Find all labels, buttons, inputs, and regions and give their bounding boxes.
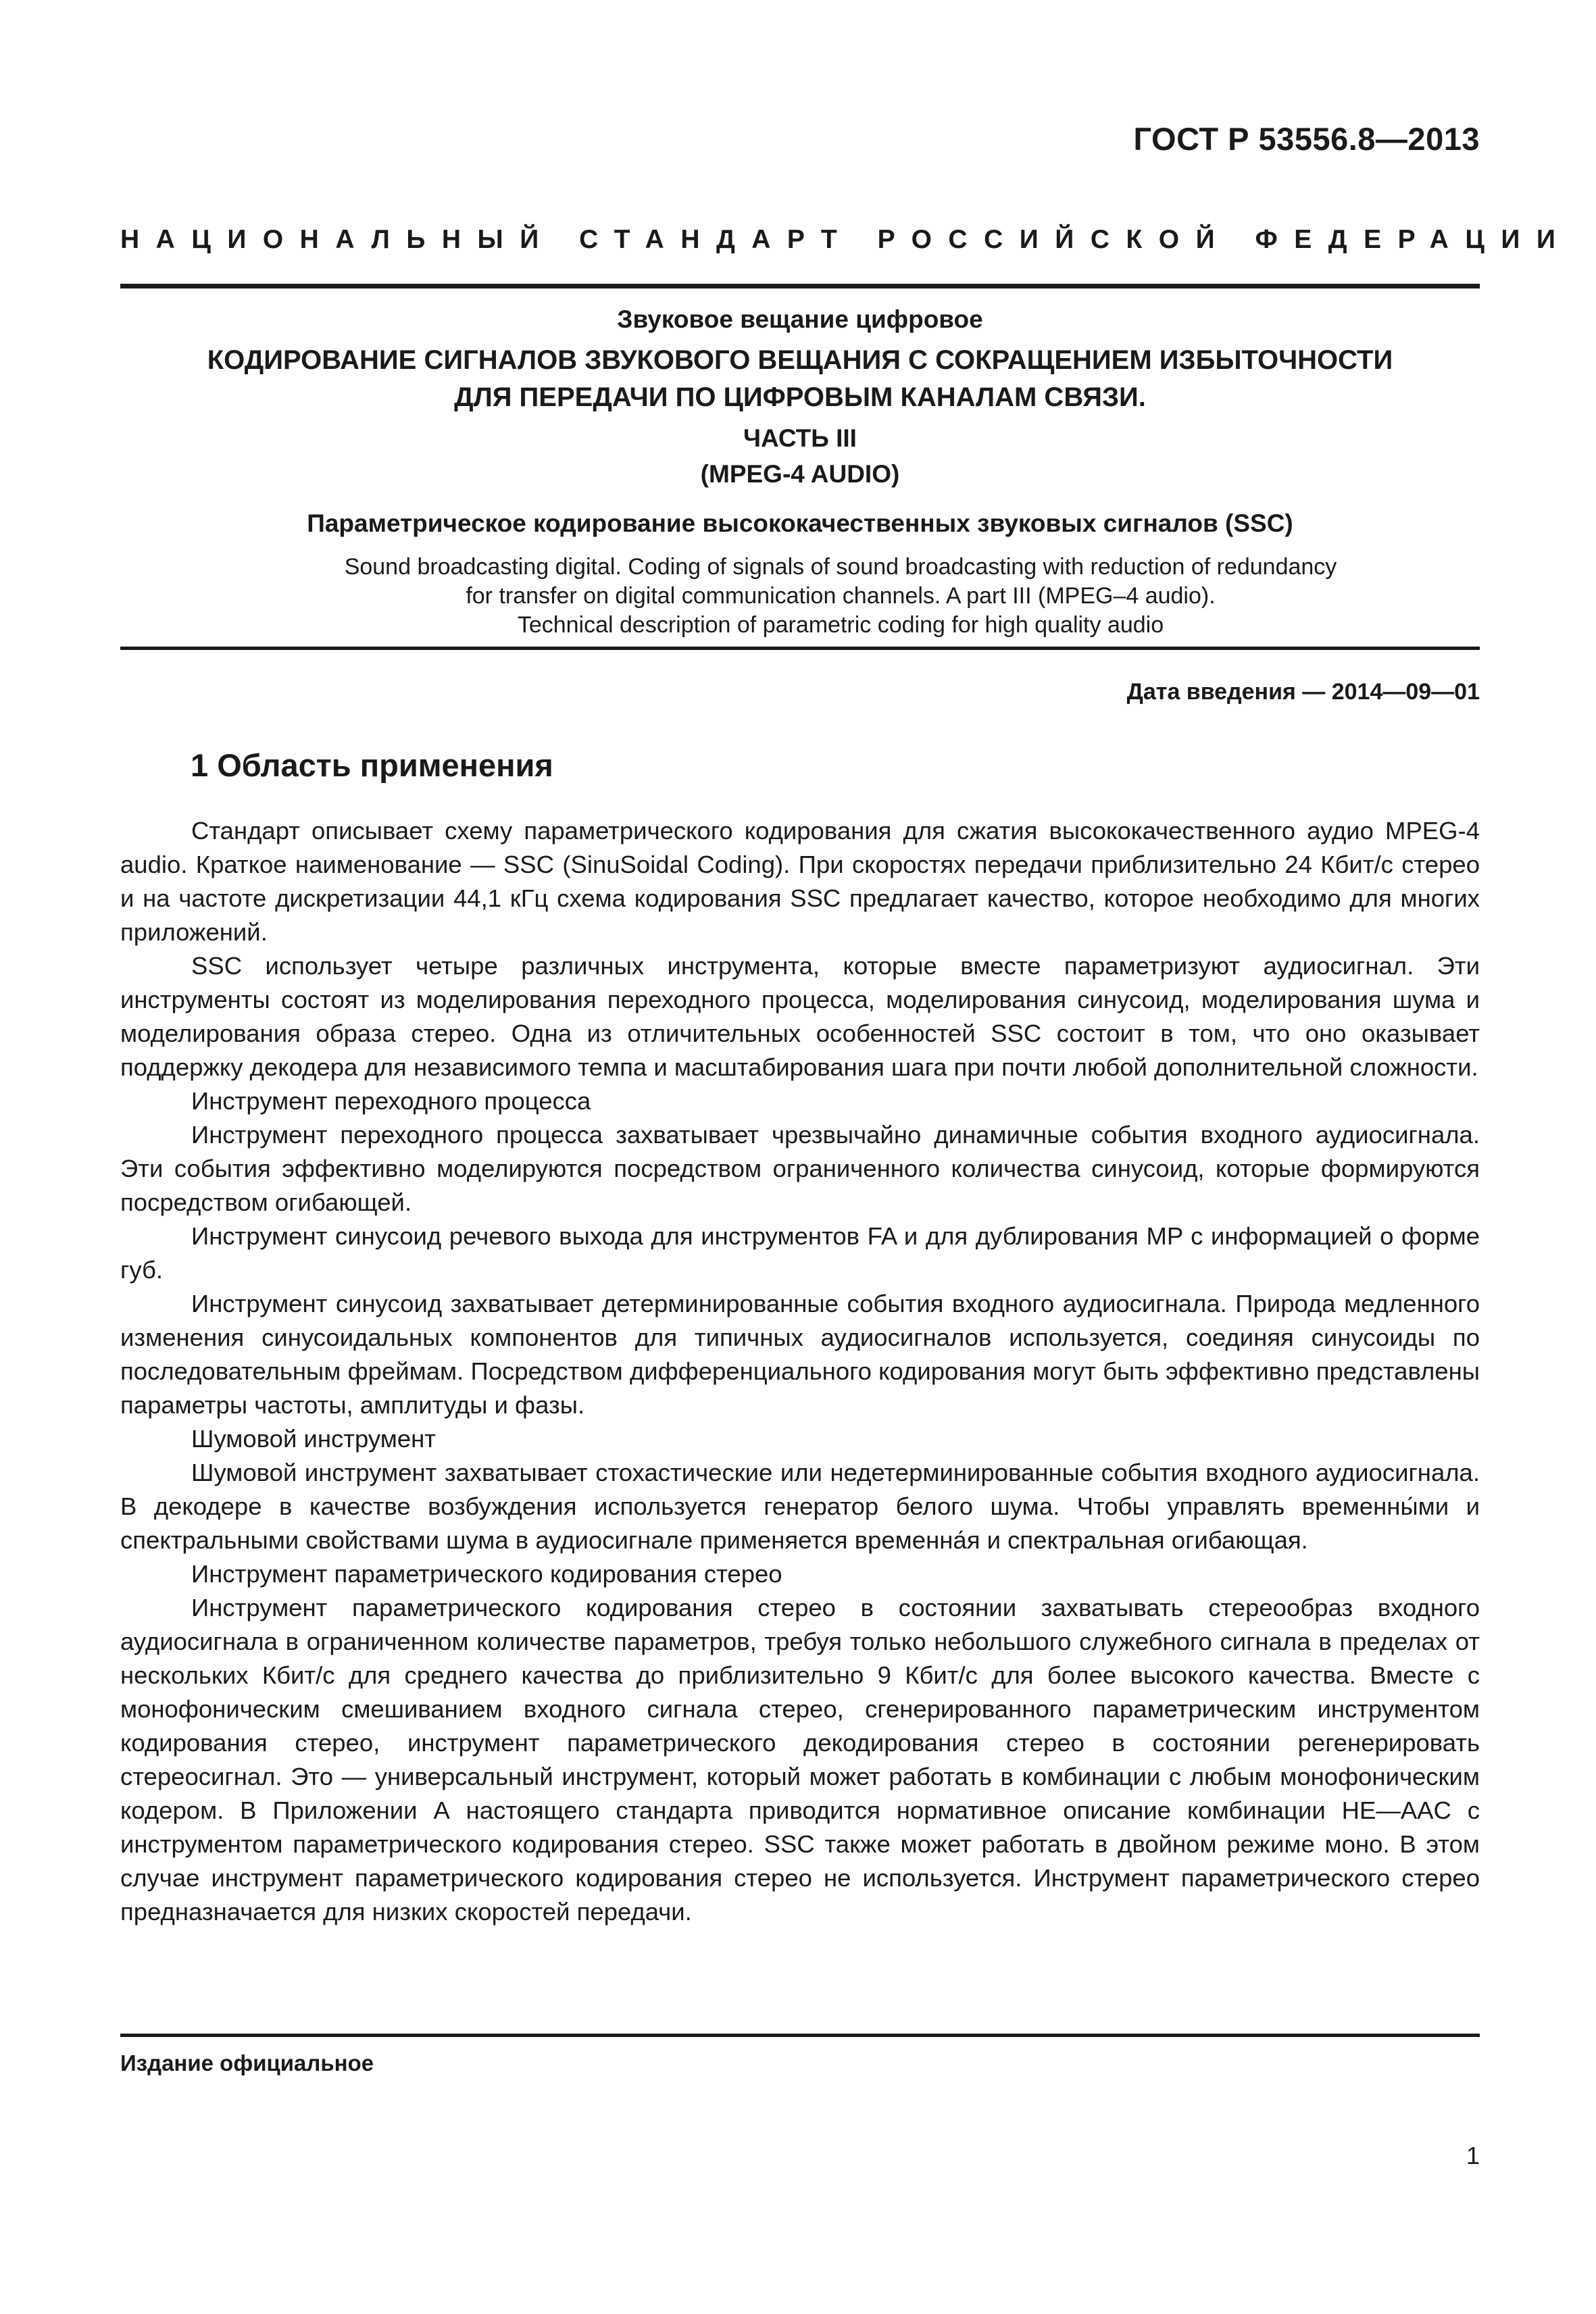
- introduction-date: Дата введения — 2014—09—01: [1126, 679, 1480, 705]
- english-title: [120, 553, 1480, 640]
- main-title-line-1: КОДИРОВАНИЕ СИГНАЛОВ ЗВУКОВОГО ВЕЩАНИЯ С СОКРАЩЕНИЕМ ИЗБЫТОЧНОСТИ: [207, 345, 1393, 375]
- part-name: (MPEG-4 AUDIO): [700, 460, 900, 488]
- document-code: ГОСТ Р 53556.8—2013: [1133, 121, 1480, 157]
- document-subtitle: Параметрическое кодирование высококачественных звуковых сигналов (SSC): [307, 509, 1293, 537]
- page-number: 1: [1466, 2142, 1480, 2169]
- footer-divider: [120, 2034, 1480, 2037]
- paragraph: Инструмент синусоид речевого выхода для инструментов FA и для дублирования MP с информацией о форме губ.: [120, 1222, 1480, 1284]
- section-body: [120, 814, 1480, 1929]
- english-title-line-3: Technical description of parametric coding for high quality audio: [517, 612, 1164, 638]
- paragraph: Инструмент параметрического кодирования стерео в состоянии захватывать стереообраз входного аудиосигнала в ограниченном количестве параметров, требуя только небольшого служебного сигнала в пределах от нескольких Кбит/с для среднего качества до приблизительно 9 Кбит/с для более высокого качества. Вместе с монофоническим смешиванием входного сигнала стерео, сгенерированного параметрическим инструментом кодирования стерео, инструмент параметрического декодирования стерео в состоянии регенерировать стереосигнал. Это — универсальный инструмент, который может работать в комбинации с любым монофоническим кодером. В Приложении А настоящего стандарта приводится нормативное описание комбинации HE—AAC с инструментом параметрического кодирования стерео. SSC также может работать в двойном режиме моно. В этом случае инструмент параметрического кодирования стерео не используется. Инструмент параметрического стерео предназначается для низких скоростей передачи.: [120, 1594, 1480, 1926]
- edition-label: Издание официальное: [120, 2051, 374, 2076]
- section-heading: 1 Область применения: [191, 747, 553, 783]
- title-divider: [120, 647, 1480, 650]
- part-number: ЧАСТЬ III: [743, 424, 857, 452]
- paragraph: SSC использует четыре различных инструмента, которые вместе параметризуют аудиосигнал. Эти инструменты состоят из моделирования переходного процесса, моделирования синусоид, моделирования шума и моделирования образа стерео. Одна из отличительных особенностей SSC состоит в том, что оно оказывает поддержку декодера для независимого темпа и масштабирования шага при почти любой дополнительной сложности.: [120, 952, 1480, 1081]
- paragraph: Стандарт описывает схему параметрического кодирования для сжатия высококачественного аудио MPEG-4 audio. Краткое наименование — SSC (SinuSoidal Coding). При скоростях передачи приблизительно 24 Кбит/с стерео и на частоте дискретизации 44,1 кГц схема кодирования SSC предлагает качество, которое необходимо для многих приложений.: [120, 817, 1480, 946]
- english-title-line-2: for transfer on digital communication channels. A part III (MPEG–4 audio).: [466, 583, 1216, 609]
- document-subject: Звуковое вещание цифровое: [617, 305, 983, 333]
- title-block: [120, 297, 1480, 640]
- national-standard-banner: НАЦИОНАЛЬНЫЙ СТАНДАРТ РОССИЙСКОЙ ФЕДЕРАЦИИ: [120, 225, 1572, 254]
- document-part: [120, 420, 1480, 492]
- paragraph: Инструмент переходного процесса захватывает чрезвычайно динамичные события входного аудиосигнала. Эти события эффективно моделируются посредством ограниченного количества синусоид, которые формируются посредством огибающей.: [120, 1121, 1480, 1216]
- top-divider: [120, 284, 1480, 288]
- subheading-transient-tool: Инструмент переходного процесса: [191, 1087, 591, 1115]
- subheading-stereo-tool: Инструмент параметрического кодирования стерео: [191, 1560, 782, 1588]
- paragraph: Инструмент синусоид захватывает детерминированные события входного аудиосигнала. Природа медленного изменения синусоидальных компонентов для типичных аудиосигналов используется, соединяя синусоиды по последовательным фреймам. Посредством дифференциального кодирования могут быть эффективно представлены параметры частоты, амплитуды и фазы.: [120, 1290, 1480, 1419]
- document-main-title: [120, 342, 1480, 416]
- english-title-line-1: Sound broadcasting digital. Coding of signals of sound broadcasting with reduction of redundancy: [344, 554, 1337, 580]
- paragraph: Шумовой инструмент захватывает стохастические или недетерминированные события входного аудиосигнала. В декодере в качестве возбуждения используется генератор белого шума. Чтобы управлять временны́ми и спектральными свойствами шума в аудиосигнале применяется временна́я и спектральная огибающая.: [120, 1459, 1480, 1554]
- subheading-noise-tool: Шумовой инструмент: [191, 1425, 437, 1453]
- main-title-line-2: ДЛЯ ПЕРЕДАЧИ ПО ЦИФРОВЫМ КАНАЛАМ СВЯЗИ.: [454, 382, 1146, 412]
